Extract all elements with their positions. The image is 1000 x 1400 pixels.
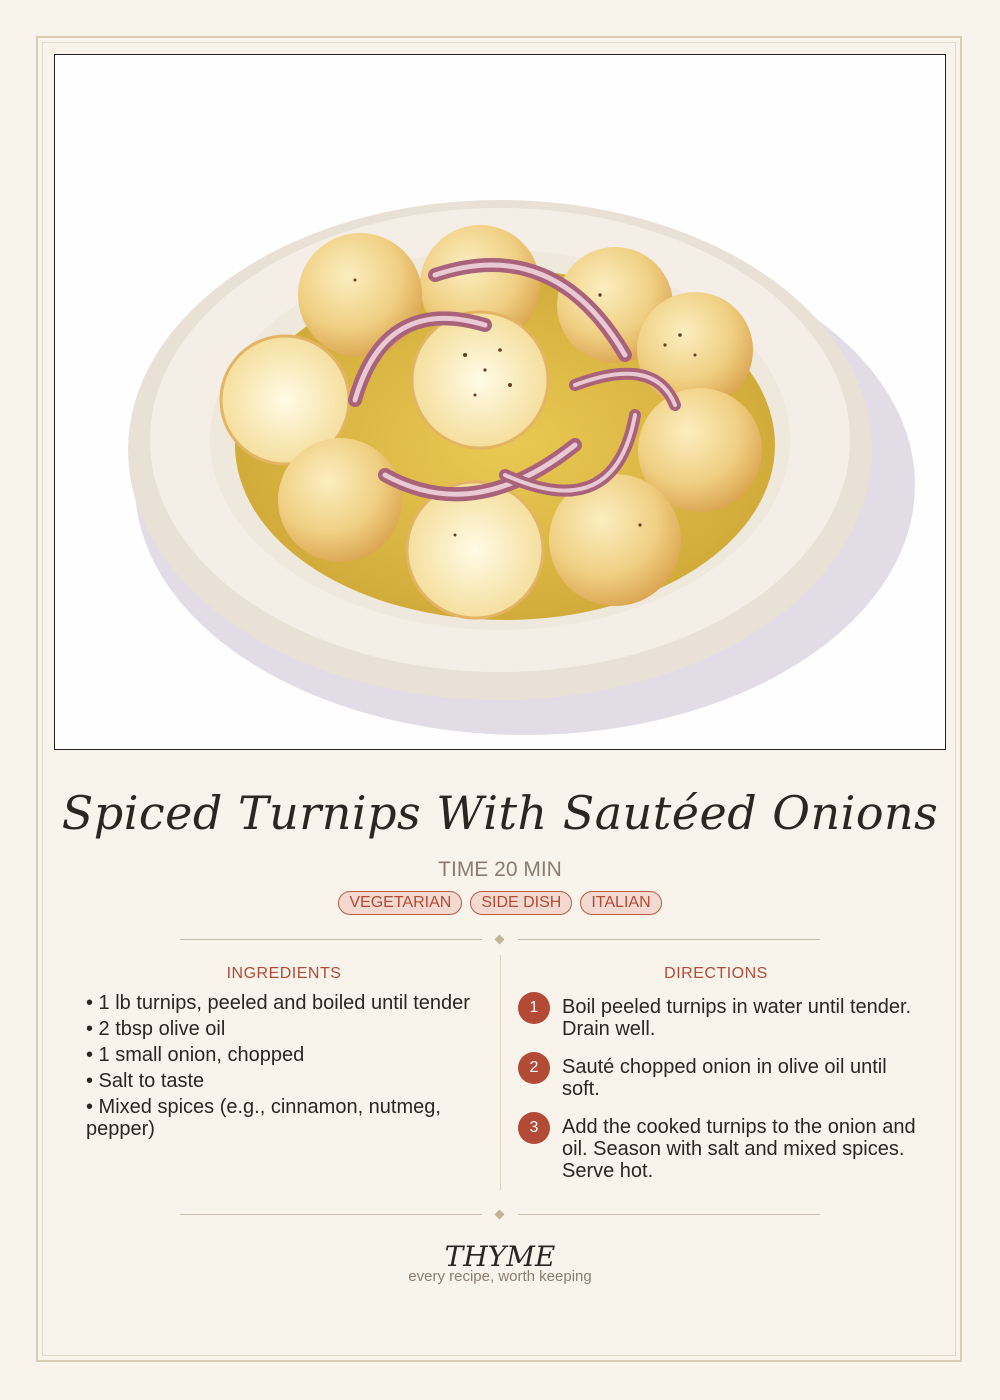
tag-italian: ITALIAN (580, 891, 661, 915)
column-divider (500, 955, 501, 1190)
directions-list (518, 992, 928, 1194)
direction-step (518, 1052, 928, 1100)
step-text: Add the cooked turnips to the onion and oil. Season with salt and mixed spices. Serve hot. (562, 1116, 916, 1182)
step-number-badge: 2 (518, 1052, 550, 1084)
brand-tagline: every recipe, worth keeping (408, 1268, 592, 1285)
step-text: Boil peeled turnips in water until tender. Drain well. (562, 996, 912, 1040)
tag-vegetarian: VEGETARIAN (338, 891, 462, 915)
divider-bottom (180, 1209, 820, 1221)
step-number-badge: 1 (518, 992, 550, 1024)
direction-step (518, 992, 928, 1040)
dish-illustration (55, 55, 946, 750)
divider-top (180, 934, 820, 946)
directions-heading: DIRECTIONS (664, 965, 768, 982)
prep-time: TIME 20 MIN (438, 858, 562, 881)
list-item: • 2 tbsp olive oil (86, 1018, 226, 1040)
recipe-title: Spiced Turnips With Sautéed Onions (61, 786, 939, 840)
tag-list (0, 891, 1000, 915)
diamond-ornament-icon (495, 935, 505, 945)
list-item: • Salt to taste (86, 1070, 205, 1092)
ingredients-list (86, 992, 476, 1144)
ingredients-heading: INGREDIENTS (226, 965, 342, 982)
recipe-photo (54, 54, 946, 750)
tag-side-dish: SIDE DISH (470, 891, 572, 915)
diamond-ornament-icon (495, 1210, 505, 1220)
step-number-badge: 3 (518, 1112, 550, 1144)
step-text: Sauté chopped onion in olive oil until soft. (562, 1056, 887, 1100)
direction-step (518, 1112, 928, 1182)
brand-logo: THYME (444, 1240, 556, 1273)
list-item: • 1 small onion, chopped (86, 1044, 305, 1066)
list-item: • Mixed spices (e.g., cinnamon, nutmeg, pepper) (86, 1096, 441, 1140)
list-item: • 1 lb turnips, peeled and boiled until tender (86, 992, 470, 1014)
